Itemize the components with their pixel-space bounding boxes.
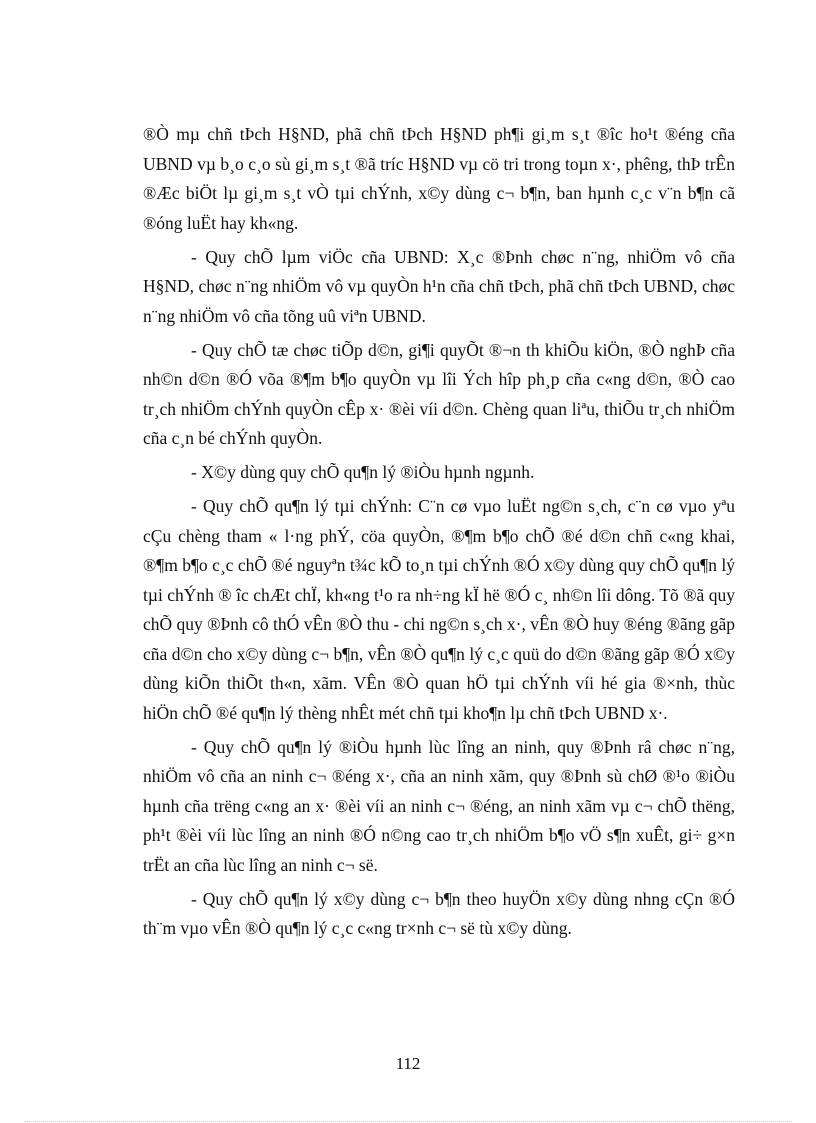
- page-number: 112: [395, 1054, 421, 1073]
- paragraph-4: - X©y dùng quy chÕ qu¶n lý ®iÒu hµnh ngµnh.: [191, 462, 535, 482]
- page-bottom-divider: [24, 1121, 792, 1122]
- paragraph-5: - Quy chÕ qu¶n lý tµi chÝnh: C¨n cø vµo luËt ng©n s¸ch, c¨n cø vµo yªu cÇu chèng tham « l·ng phÝ, cöa quyÒn, ®¶m b¶o chÕ ®é d©n chñ c«ng khai, ®¶m b¶o c¸c chÕ ®é nguyªn t¾c kÕ to¸n tµi chÝnh ®Ó x©y dùng quy chÕ qu¶n lý tµi chÝnh ® îc chÆt chÏ, kh«ng t¹o ra nh÷ng kÏ hë ®Ó c¸ nh©n lîi dông. Tõ ®ã quy chÕ quy ®Þnh cô thÓ vÊn ®Ò thu - chi ng©n s¸ch x·, vÊn ®Ò huy ®éng ®ãng gãp cña d©n cho x©y dùng c¬ b¶n, vÊn ®Ò qu¶n lý c¸c quü do d©n ®ãng gãp ®Ó x©y dùng kiÕn thiÕt th«n, xãm. VÊn ®Ò quan hÖ tµi chÝnh víi hé gia ®×nh, thùc hiÖn chÕ ®é qu¶n lý thèng nhÊt mét chñ tµi kho¶n lµ chñ tÞch UBND x·.: [143, 496, 735, 723]
- paragraph-3: - Quy chÕ tæ chøc tiÕp d©n, gi¶i quyÕt ®¬n th khiÕu kiÖn, ®Ò nghÞ cña nh©n d©n ®Ó võa ®¶m b¶o quyÒn vµ lîi Ých hîp ph¸p cña c«ng d©n, ®Ò cao tr¸ch nhiÖm chÝnh quyÒn cÊp x· ®èi víi d©n. Chèng quan liªu, thiÕu tr¸ch nhiÖm cña c¸n bé chÝnh quyÒn.: [143, 339, 735, 448]
- paragraph-6: - Quy chÕ qu¶n lý ®iÒu hµnh lùc lîng an ninh, quy ®Þnh râ chøc n¨ng, nhiÖm vô cña an ninh c¬ ®éng x·, cña an ninh xãm, quy ®Þnh sù chØ ®¹o ®iÒu hµnh cña trëng c«ng an x· ®èi víi an ninh c¬ ®éng, an ninh xãm vµ c¬ chÕ thëng, ph¹t ®èi víi lùc lîng an ninh ®Ó n©ng cao tr¸ch nhiÖm b¶o vÖ s¶n xuÊt, gi÷ g×n trËt an cña lùc lîng an ninh c¬ së.: [143, 736, 735, 875]
- body-text: [143, 120, 735, 944]
- paragraph-2: - Quy chÕ lµm viÖc cña UBND: X¸c ®Þnh chøc n¨ng, nhiÖm vô cña H§ND, chøc n¨ng nhiÖm vô vµ quyÒn h¹n cña chñ tÞch, phã chñ tÞch UBND, chøc n¨ng nhiÖm vô cña tõng uû viªn UBND.: [143, 246, 735, 326]
- paragraph-7: - Quy chÕ qu¶n lý x©y dùng c¬ b¶n theo huyÖn x©y dùng nhng cÇn ®Ó th¨m vµo vÊn ®Ò qu¶n lý c¸c c«ng tr×nh c¬ së tù x©y dùng.: [143, 888, 735, 938]
- paragraph-1: ®Ò mµ chñ tÞch H§ND, phã chñ tÞch H§ND ph¶i gi¸m s¸t ®îc ho¹t ®éng cña UBND vµ b¸o c¸o sù gi¸m s¸t ®ã tríc H§ND vµ cö tri trong toµn x·, phêng, thÞ trÊn ®Æc biÖt lµ gi¸m s¸t vÒ tµi chÝnh, x©y dùng c¬ b¶n, ban hµnh c¸c v¨n b¶n cã ®óng luËt hay kh«ng.: [143, 124, 735, 233]
